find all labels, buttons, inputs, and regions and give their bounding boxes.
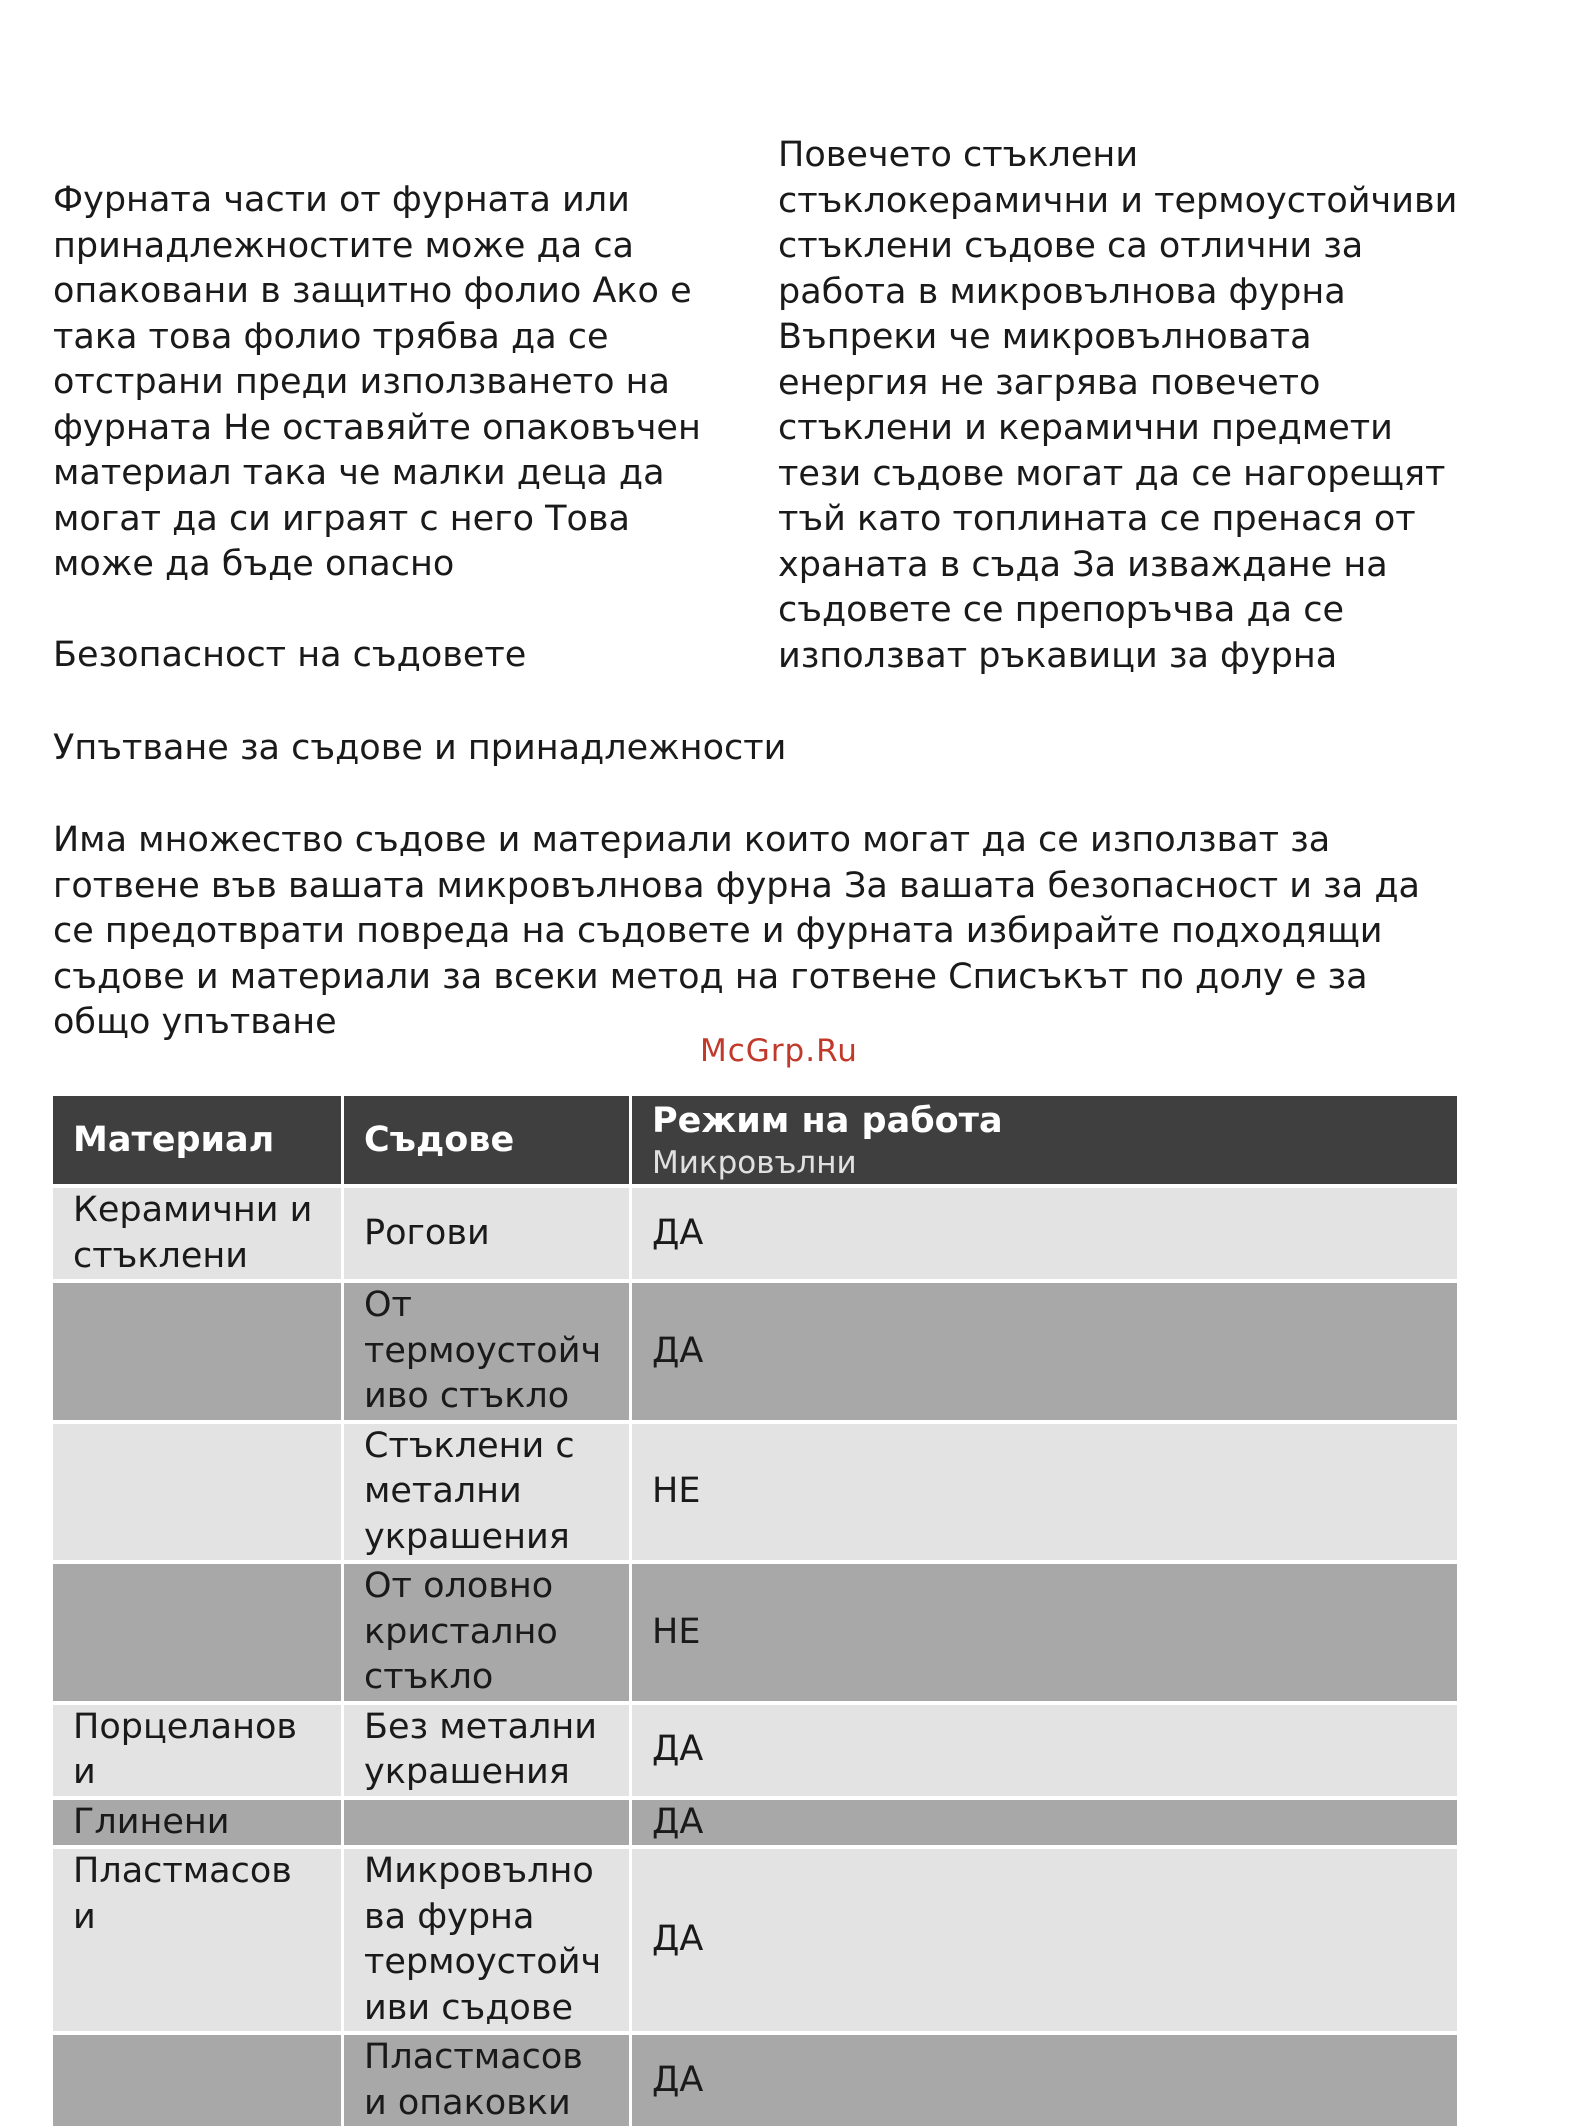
left-text-column: Фурната части от фурната или принадлежностите може да са опаковани в защитно фолио Ако е така това фолио трябва да се отстрани преди използването на фурната Не оставяйте опаковъчен материал така че малки деца да могат да си играят с него Това може да бъде опасно Безопасност на съдовете <box>53 180 701 675</box>
table-row <box>53 1796 1457 1846</box>
cell-mode-value: ДА <box>632 1279 1457 1420</box>
cell-mode-value: ДА <box>632 1796 1457 1846</box>
table-row <box>53 1279 1457 1420</box>
utensils-table <box>50 1096 1460 2126</box>
section-heading-utensils: Упътване за съдове и принадлежности <box>53 728 787 768</box>
right-text-column: Повечето стъклени стъклокерамични и термоустойчиви стъклени съдове са отлични за работа в микровълнова фурна Въпреки че микровълновата енергия не загрява повечето стъклени и керамични предмети тези съдове могат да се нагорещят тъй като топлината се пренася от храната в съда За изваждане на съдовете се препоръчва да се използват ръкавици за фурна <box>778 135 1458 676</box>
cell-material <box>53 1279 341 1420</box>
table-row <box>53 1845 1457 2031</box>
cell-dishes: Пластмасов и опаковки <box>344 2031 629 2126</box>
cell-material: Порцеланов и <box>53 1701 341 1796</box>
cell-dishes: От оловно кристално стъкло <box>344 1560 629 1701</box>
header-material: Материал <box>53 1096 341 1184</box>
header-mode <box>632 1096 1457 1184</box>
table-row <box>53 1420 1457 1561</box>
table-header-row <box>53 1096 1457 1184</box>
table-row <box>53 1560 1457 1701</box>
cell-dishes: Рогови <box>344 1184 629 1279</box>
cell-dishes <box>344 1796 629 1846</box>
watermark-text: McGrp.Ru <box>700 1033 858 1069</box>
intro-paragraph: Има множество съдове и материали които могат да се използват за готвене във вашата микровълнова фурна За вашата безопасност и за да се предотврати повреда на съдовете и фурната избирайте подходящи съдове и материали за всеки метод на готвене Списъкът по долу е за общо упътване <box>53 820 1420 1042</box>
cell-mode-value: НЕ <box>632 1420 1457 1561</box>
header-mode-label: Режим на работа <box>652 1101 1003 1141</box>
cell-dishes: Микровълно ва фурна термоустойч иви съдове <box>344 1845 629 2031</box>
header-dishes: Съдове <box>344 1096 629 1184</box>
cell-dishes: От термоустойч иво стъкло <box>344 1279 629 1420</box>
cell-mode-value: ДА <box>632 1701 1457 1796</box>
cell-mode-value: ДА <box>632 1184 1457 1279</box>
cell-mode-value: ДА <box>632 2031 1457 2126</box>
cell-material <box>53 2031 341 2126</box>
cell-dishes: Стъклени с метални украшения <box>344 1420 629 1561</box>
cell-material <box>53 1420 341 1561</box>
header-mode-sublabel: Микровълни <box>652 1145 857 1181</box>
cell-material: Керамични и стъклени <box>53 1184 341 1279</box>
table-row <box>53 1701 1457 1796</box>
cell-mode-value: НЕ <box>632 1560 1457 1701</box>
cell-dishes: Без метални украшения <box>344 1701 629 1796</box>
cell-material <box>53 1560 341 1701</box>
cell-material: Пластмасов и <box>53 1845 341 2031</box>
table-row <box>53 1184 1457 1279</box>
cell-mode-value: ДА <box>632 1845 1457 2031</box>
cell-material: Глинени <box>53 1796 341 1846</box>
table-row <box>53 2031 1457 2126</box>
